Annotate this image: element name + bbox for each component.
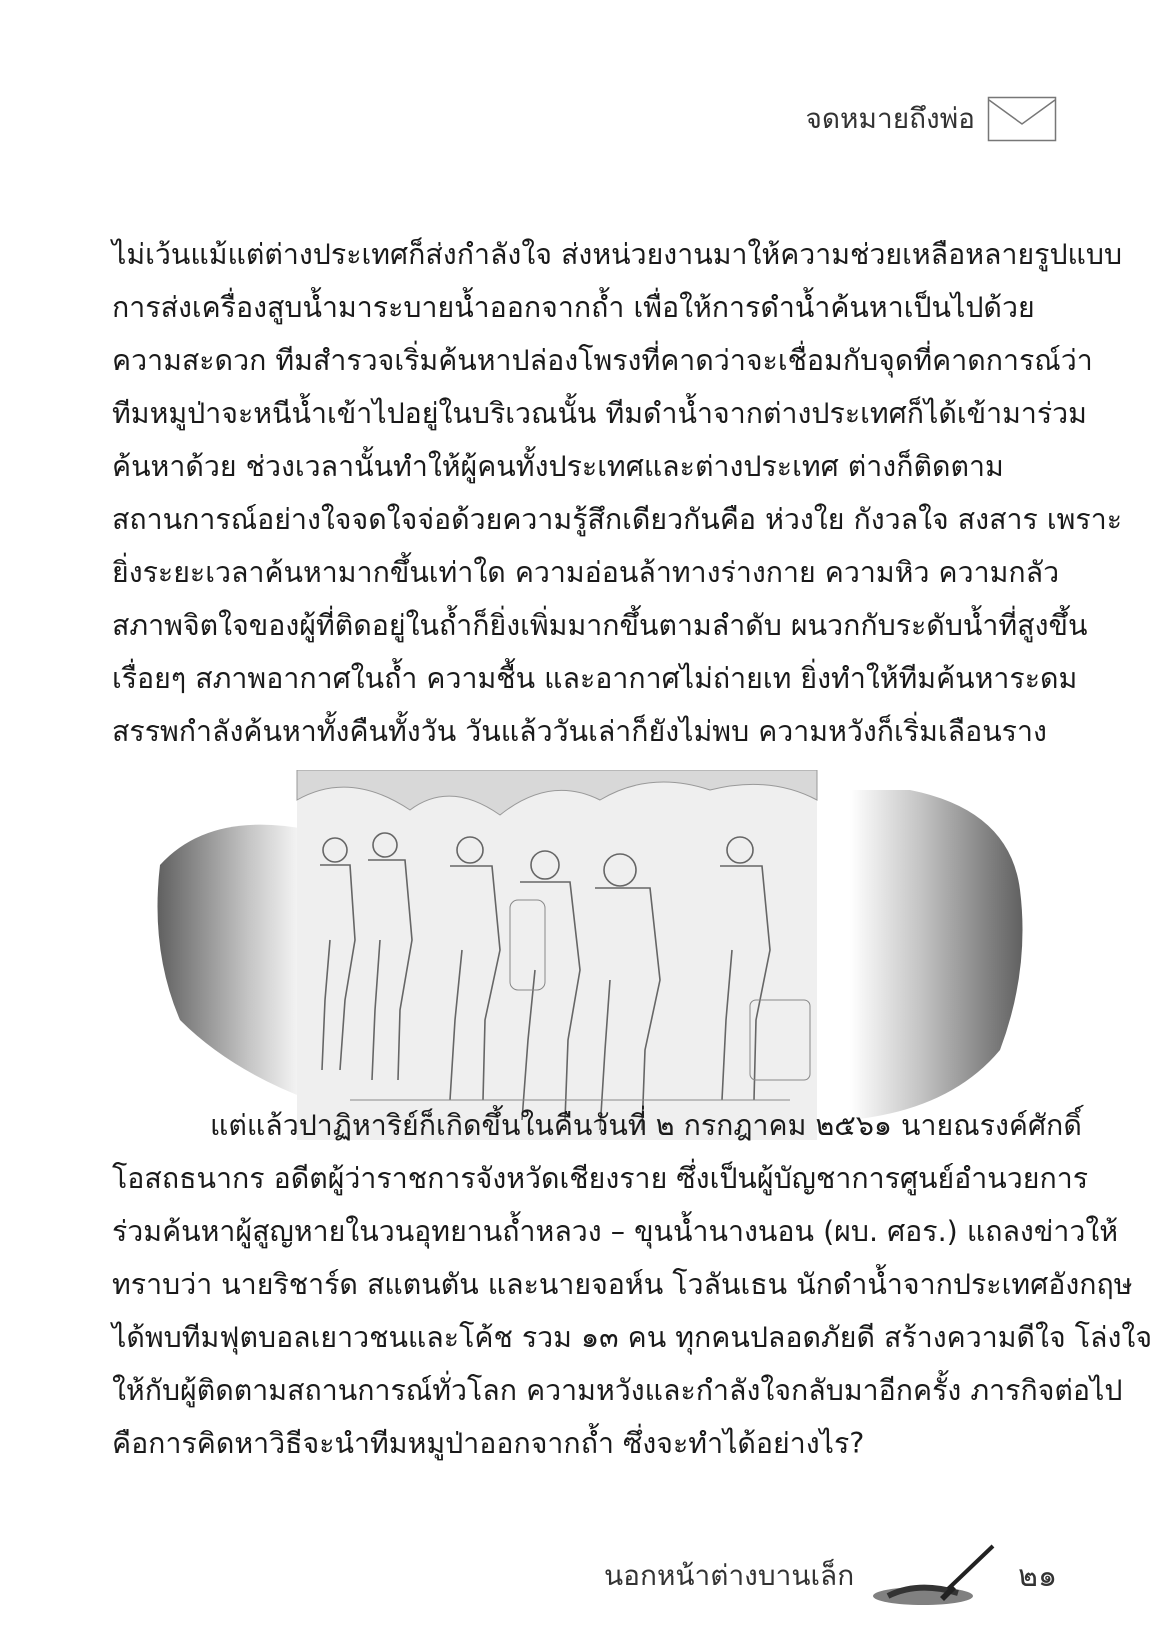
running-header	[805, 96, 1057, 142]
text-line: สถานการณ์อย่างใจจดใจจ่อด้วยความรู้สึกเดียวกันคือ ห่วงใย กังวลใจ สงสาร เพราะ	[112, 503, 1123, 536]
text-line: ทราบว่า นายริชาร์ด สแตนตัน และนายจอห์น โวลันเธน นักดำน้ำจากประเทศอังกฤษ	[112, 1268, 1133, 1301]
text-line: ไม่เว้นแม้แต่ต่างประเทศก็ส่งกำลังใจ ส่งหน่วยงานมาให้ความช่วยเหลือหลายรูปแบบ	[112, 238, 1123, 271]
text-line: ค้นหาด้วย ช่วงเวลานั้นทำให้ผู้คนทั้งประเทศและต่างประเทศ ต่างก็ติดตาม	[112, 450, 1004, 483]
paintbrush-icon	[868, 1541, 998, 1611]
text-line: สรรพกำลังค้นหาทั้งคืนทั้งวัน วันแล้ววันเล่าก็ยังไม่พบ ความหวังก็เริ่มเลือนราง	[112, 715, 1047, 748]
book-section-title: จดหมายถึงพ่อ	[805, 102, 975, 135]
text-line: ทีมหมูป่าจะหนีน้ำเข้าไปอยู่ในบริเวณนั้น ทีมดำน้ำจากต่างประเทศก็ได้เข้ามาร่วม	[112, 397, 1087, 430]
cave-rescue-illustration	[150, 770, 1030, 1150]
text-line: ร่วมค้นหาผู้สูญหายในวนอุทยานถ้ำหลวง – ขุนน้ำนางนอน (ผบ. ศอร.) แถลงข่าวให้	[112, 1215, 1119, 1248]
text-line: การส่งเครื่องสูบน้ำมาระบายน้ำออกจากถ้ำ เพื่อให้การดำน้ำค้นหาเป็นไปด้วย	[112, 291, 1035, 324]
page-number: ๒๑	[1018, 1558, 1057, 1594]
envelope-icon	[987, 96, 1057, 142]
running-footer	[604, 1541, 1057, 1611]
text-line: แต่แล้วปาฏิหาริย์ก็เกิดขึ้นในคืนวันที่ ๒ กรกฎาคม ๒๕๖๑ นายณรงค์ศักดิ์	[210, 1109, 1082, 1142]
text-line: เรื่อยๆ สภาพอากาศในถ้ำ ความชื้น และอากาศไม่ถ่ายเท ยิ่งทำให้ทีมค้นหาระดม	[112, 662, 1078, 695]
text-line: สภาพจิตใจของผู้ที่ติดอยู่ในถ้ำก็ยิ่งเพิ่มมากขึ้นตามลำดับ ผนวกกับระดับน้ำที่สูงขึ้น	[112, 609, 1088, 642]
paragraph-2	[112, 1099, 1153, 1470]
paragraph-1	[112, 228, 1123, 758]
text-line: โอสถธนากร อดีตผู้ว่าราชการจังหวัดเชียงราย ซึ่งเป็นผู้บัญชาการศูนย์อำนวยการ	[112, 1162, 1089, 1195]
book-title: นอกหน้าต่างบานเล็ก	[604, 1559, 855, 1592]
text-line: ความสะดวก ทีมสำรวจเริ่มค้นหาปล่องโพรงที่คาดว่าจะเชื่อมกับจุดที่คาดการณ์ว่า	[112, 344, 1093, 377]
text-line: คือการคิดหาวิธีจะนำทีมหมูป่าออกจากถ้ำ ซึ่งจะทำได้อย่างไร?	[112, 1427, 865, 1460]
text-line: ยิ่งระยะเวลาค้นหามากขึ้นเท่าใด ความอ่อนล้าทางร่างกาย ความหิว ความกลัว	[112, 556, 1060, 589]
text-line: ได้พบทีมฟุตบอลเยาวชนและโค้ช รวม ๑๓ คน ทุกคนปลอดภัยดี สร้างความดีใจ โล่งใจ	[112, 1321, 1153, 1354]
text-line: ให้กับผู้ติดตามสถานการณ์ทั่วโลก ความหวังและกำลังใจกลับมาอีกครั้ง ภารกิจต่อไป	[112, 1374, 1123, 1407]
